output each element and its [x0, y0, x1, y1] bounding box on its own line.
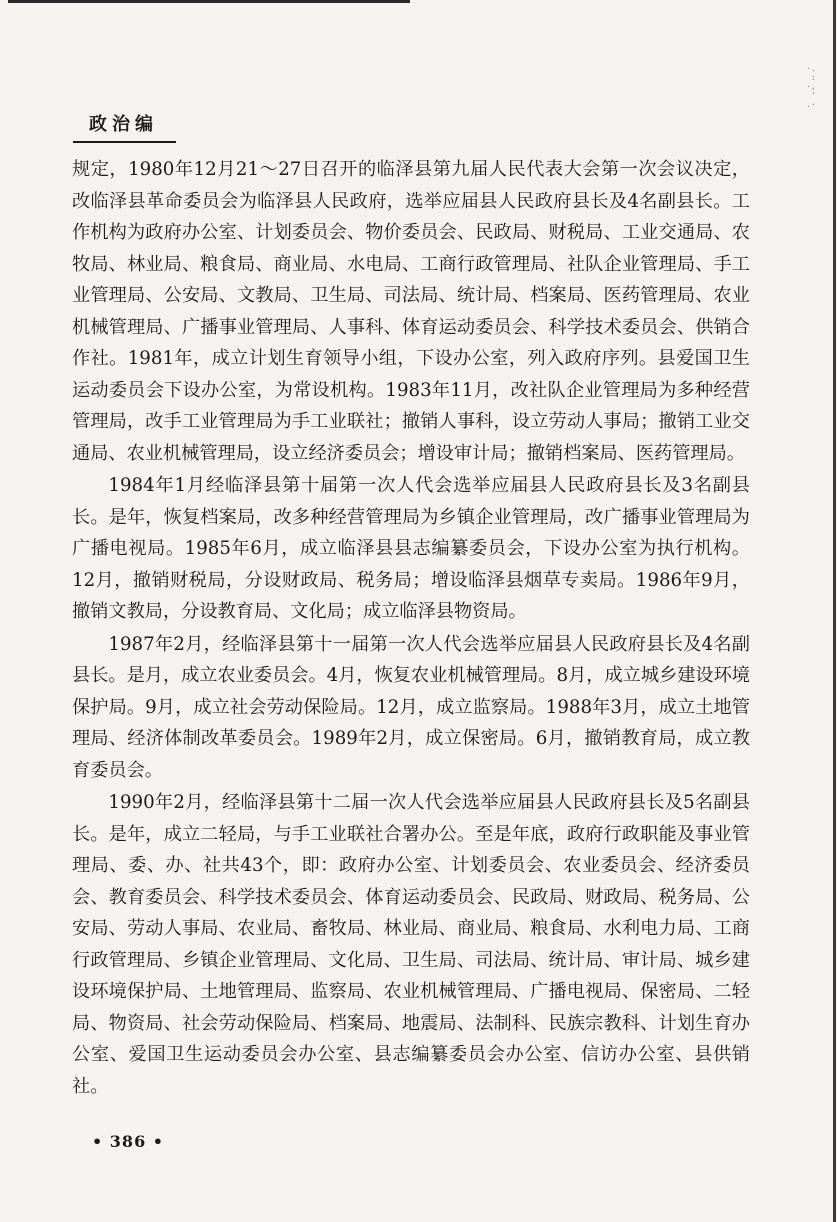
scan-right-edge	[833, 0, 836, 1222]
page-number: • 386 •	[92, 1132, 164, 1151]
paragraph-1: 规定，1980年12月21～27日召开的临泽县第九届人民代表大会第一次会议决定，改临泽县革命委员会为临泽县人民政府，选举应届县人民政府县长及4名副县长。工作机构为政府办公室、计划委员会、物价委员会、民政局、财税局、工业交通局、农牧局、林业局、粮食局、商业局、水电局、工商行政管理局、社队企业管理局、手工业管理局、公安局、文教局、卫生局、司法局、统计局、档案局、医药管理局、农业机械管理局、广播事业管理局、人事科、体育运动委员会、科学技术委员会、供销合作社。1981年，成立计划生育领导小组，下设办公室，列入政府序列。县爱国卫生运动委员会下设办公室，为常设机构。1983年11月，改社队企业管理局为多种经营管理局，改手工业管理局为手工业联社；撤销人事科，设立劳动人事局；撤销工业交通局、农业机械管理局，设立经济委员会；增设审计局；撤销档案局、医药管理局。	[72, 159, 750, 464]
section-header-underline	[73, 141, 176, 143]
section-header: 政治编	[89, 114, 158, 135]
paragraph-4: 1990年2月，经临泽县第十二届一次人代会选举应届县人民政府县长及5名副县长。是年，成立二轻局，与手工业联社合署办公。至是年底，政府行政职能及事业管理局、委、办、社共43个，即：政府办公室、计划委员会、农业委员会、经济委员会、教育委员会、科学技术委员会、体育运动委员会、民政局、财政局、税务局、公安局、劳动人事局、农业局、畜牧局、林业局、商业局、粮食局、水利电力局、工商行政管理局、乡镇企业管理局、文化局、卫生局、司法局、统计局、审计局、城乡建设环境保护局、土地管理局、监察局、农业机械管理局、广播电视局、保密局、二轻局、物资局、社会劳动保险局、档案局、地震局、法制科、民族宗教科、计划生育办公室、爱国卫生运动委员会办公室、县志编纂委员会办公室、信访办公室、县供销社。	[72, 792, 750, 1097]
paragraph-2: 1984年1月经临泽县第十届第一次人代会选举应届县人民政府县长及3名副县长。是年，恢复档案局，改多种经营管理局为乡镇企业管理局，改广播事业管理局为广播电视局。1985年6月，成立临泽县县志编纂委员会，下设办公室为执行机构。12月，撤销财税局，分设财政局、税务局；增设临泽县烟草专卖局。1986年9月，撤销文教局，分设教育局、文化局；成立临泽县物资局。	[72, 475, 750, 622]
scan-top-edge	[8, 0, 410, 3]
document-body	[72, 154, 750, 1103]
paragraph-3: 1987年2月，经临泽县第十一届第一次人代会选举应届县人民政府县长及4名副县长。是月，成立农业委员会。4月，恢复农业机械管理局。8月，成立城乡建设环境保护局。9月，成立社会劳动保险局。12月，成立监察局。1988年3月，成立土地管理局、经济体制改革委员会。1989年2月，成立保密局。6月，撤销教育局，成立教育委员会。	[72, 633, 750, 781]
scan-noise-marks: ·. : ·, ' .·	[806, 64, 816, 109]
